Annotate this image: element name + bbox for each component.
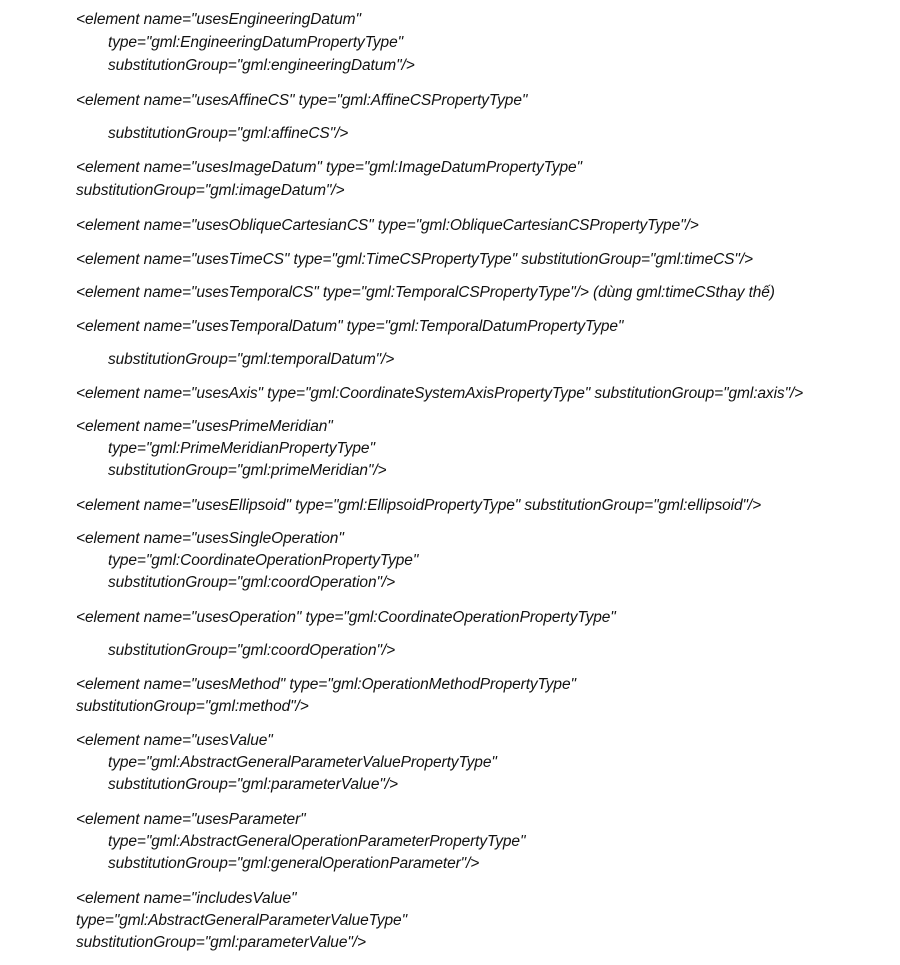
code-line: <element name="usesImageDatum" type="gml:ImageDatumPropertyType" xyxy=(76,159,582,176)
code-line: substitutionGroup="gml:temporalDatum"/> xyxy=(108,351,395,368)
code-line: <element name="usesEngineeringDatum" xyxy=(76,11,361,28)
code-line: substitutionGroup="gml:parameterValue"/> xyxy=(76,934,366,951)
code-line: type="gml:AbstractGeneralParameterValuePropertyType" xyxy=(108,754,497,771)
code-line: substitutionGroup="gml:affineCS"/> xyxy=(108,125,349,142)
code-line: <element name="usesTemporalDatum" type="gml:TemporalDatumPropertyType" xyxy=(76,318,624,335)
code-line: substitutionGroup="gml:generalOperationParameter"/> xyxy=(108,855,480,872)
code-line: <element name="usesTimeCS" type="gml:TimeCSPropertyType" substitutionGroup="gml:timeCS"/> xyxy=(76,251,753,268)
code-line: <element name="usesSingleOperation" xyxy=(76,530,344,547)
code-line: substitutionGroup="gml:coordOperation"/> xyxy=(108,642,396,659)
code-line: <element name="usesAxis" type="gml:CoordinateSystemAxisPropertyType" substitutionGroup="gml:axis"/> xyxy=(76,385,804,402)
code-line: substitutionGroup="gml:imageDatum"/> xyxy=(76,182,345,199)
code-line: substitutionGroup="gml:coordOperation"/> xyxy=(108,574,396,591)
code-line: <element name="usesValue" xyxy=(76,732,273,749)
code-line: <element name="usesAffineCS" type="gml:AffineCSPropertyType" xyxy=(76,92,528,109)
code-line: type="gml:AbstractGeneralParameterValueType" xyxy=(76,912,407,929)
code-line: substitutionGroup="gml:engineeringDatum"/> xyxy=(108,57,415,74)
code-line: <element name="usesPrimeMeridian" xyxy=(76,418,333,435)
code-line: <element name="usesParameter" xyxy=(76,811,306,828)
code-line: <element name="includesValue" xyxy=(76,890,297,907)
code-line: substitutionGroup="gml:primeMeridian"/> xyxy=(108,462,387,479)
code-line: <element name="usesObliqueCartesianCS" type="gml:ObliqueCartesianCSPropertyType"/> xyxy=(76,217,699,234)
code-line: <element name="usesOperation" type="gml:CoordinateOperationPropertyType" xyxy=(76,609,616,626)
code-line: type="gml:PrimeMeridianPropertyType" xyxy=(108,440,375,457)
code-line: <element name="usesMethod" type="gml:OperationMethodPropertyType" xyxy=(76,676,576,693)
code-line: <element name="usesEllipsoid" type="gml:EllipsoidPropertyType" substitutionGroup="gml:ellipsoid"/> xyxy=(76,497,762,514)
code-line: type="gml:CoordinateOperationPropertyType" xyxy=(108,552,419,569)
code-line: type="gml:EngineeringDatumPropertyType" xyxy=(108,34,404,51)
code-line: substitutionGroup="gml:method"/> xyxy=(76,698,309,715)
code-line: type="gml:AbstractGeneralOperationParameterPropertyType" xyxy=(108,833,526,850)
code-line: <element name="usesTemporalCS" type="gml:TemporalCSPropertyType"/> (dùng gml:timeCSthay thế) xyxy=(76,284,775,301)
code-line: substitutionGroup="gml:parameterValue"/> xyxy=(108,776,398,793)
